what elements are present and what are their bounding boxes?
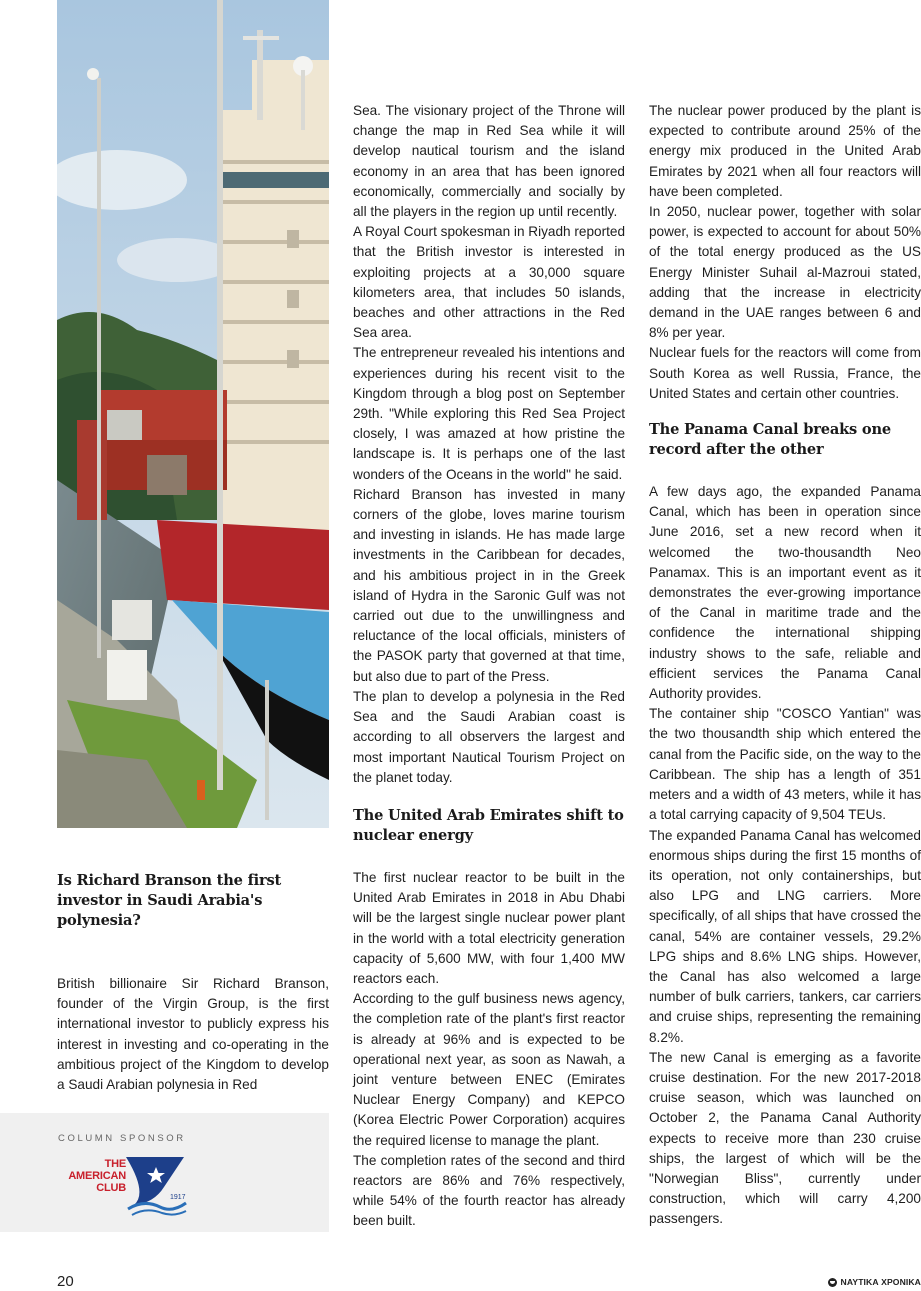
uae-nuclear-heading: The United Arab Emirates shift to nuclear energy	[353, 806, 624, 844]
paragraph: The plan to develop a polynesia in the Red Sea and the Saudi Arabian coast is according to all observers the largest and most important Nautical Tourism Project on the planet today.	[353, 688, 625, 785]
paragraph: The entrepreneur revealed his intentions and experiences during his recent visit to the Kingdom through a blog post on September 29th. "While exploring this Red Sea Project closely, I was amazed at how pristine the landscape is. It is perhaps one of the last wonders of the Oceans in the world" he said.	[353, 345, 625, 482]
ship-in-canal-photo	[57, 0, 329, 828]
paragraph: The container ship "COSCO Yantian" was the two thousandth ship which entered the canal from the Pacific side, on the way to the Caribbean. The ship has a length of 351 meters and a width of 43 meters, while it has a total carrying capacity of 9,504 TEUs.	[649, 706, 921, 823]
american-club-logo	[62, 1153, 192, 1219]
page-number: 20	[57, 1273, 74, 1290]
branson-heading: Is Richard Branson the first investor in Saudi Arabia's polynesia?	[57, 872, 282, 929]
american-club-flag-icon	[124, 1153, 190, 1219]
paragraph: The first nuclear reactor to be built in the United Arab Emirates in 2018 in Abu Dhabi will be the largest single nuclear power plant in the world with a total electricity generation capacity of 5,600 MW, with four 1,400 MW reactors each.	[353, 869, 625, 986]
brand-logo-icon	[828, 1278, 837, 1287]
left-column	[57, 974, 329, 1095]
right-column	[649, 101, 921, 1230]
paragraph: The nuclear power produced by the plant is expected to contribute around 25% of the energy mix produced in the United Arab Emirates by 2021 when all four reactors will have been completed.	[649, 103, 921, 199]
paragraph: A few days ago, the expanded Panama Canal, which has been in operation since June 2016, set a new record when it welcomed the two-thousandth Neo Panamax. This is an important event as it demonstrates the ever-growing importance of the Canal in maritime trade and the confidence the international shipping industry shows to the safe, reliable and efficient services the Panama Canal Authority provides.	[649, 484, 921, 702]
paragraph: In 2050, nuclear power, together with solar power, is expected to account for about 50% of the total energy produced as the US Energy Minister Suhail al-Mazroui stated, adding that the increase in electricity demand in the UAE ranges between 6 and 8% per year.	[649, 204, 921, 341]
logo-line: THE	[104, 1158, 126, 1170]
logo-line: AMERICAN	[68, 1170, 126, 1182]
middle-column	[353, 101, 625, 1232]
paragraph: Richard Branson has invested in many corners of the globe, loves marine tourism and investing in islands. He has made large investments in the Caribbean for decades, and his ambitious project in in the Greek island of Hydra in the Saronic Gulf was not carried out due to the unwillingness and reluctance of the local officials, ministers of the PASOK party that governed at that time, but also due to part of the Press.	[353, 486, 625, 684]
footer-brand	[828, 1277, 921, 1287]
paragraph: According to the gulf business news agency, the completion rate of the plant's first reactor is already at 96% and is expected to be operational next year, as soon as Nawah, a joint venture between ENEC (Emirates Nuclear Energy Company) and KEPCO (Korea Electric Power Corporation) acquires the required license to manage the plant.	[353, 991, 625, 1148]
brand-name: ΝΑΥΤΙΚΑ ΧΡΟΝΙΚΑ	[840, 1277, 921, 1287]
logo-year: 1917	[170, 1194, 186, 1201]
paragraph: The completion rates of the second and third reactors are 86% and 76% respectively, while 54% of the fourth reactor has already been built.	[353, 1152, 625, 1229]
paragraph: Nuclear fuels for the reactors will come from South Korea as well Russia, France, the United States and certain other countries.	[649, 345, 921, 401]
paragraph: British billionaire Sir Richard Branson, founder of the Virgin Group, is the first international investor to publicly express his interest in investing and co-operating in the ambitious project of the Kingdom to develop a Saudi Arabian polynesia in Red	[57, 976, 329, 1093]
column-sponsor-box	[0, 1113, 329, 1232]
paragraph: A Royal Court spokesman in Riyadh reported that the British investor is interested in exploiting projects at a 30,000 square kilometers area, that includes 50 islands, beaches and other attractions in the Red Sea area.	[353, 224, 626, 341]
paragraph: Sea. The visionary project of the Throne will change the map in Red Sea while it will develop nautical tourism and the island economy in an area that has been ignored economically, commercially and socially by all the players in the region up until recently.	[353, 103, 625, 220]
logo-line: CLUB	[96, 1182, 126, 1194]
logo-wordmark	[62, 1158, 126, 1194]
paragraph: The new Canal is emerging as a favorite cruise destination. For the new 2017-2018 cruise season, which was launched on October 2, the Panama Canal Authority expects to receive more than 230 cruise ships, the largest of which will be the "Norwegian Bliss", currently under construction, which will carry 4,200 passengers.	[649, 1049, 921, 1227]
paragraph: The expanded Panama Canal has welcomed enormous ships during the first 15 months of its operation, not only containerships, but also LPG and LNG carriers. More specifically, of all ships that have crossed the canal, 54% are container vessels, 29.2% LPG ships and 8.6% LNG ships. However, the Canal has also welcomed a large number of bulk carriers, tankers, car carriers and cruise ships, representing the remaining 8.2%.	[649, 827, 921, 1045]
sponsor-label: COLUMN SPONSOR	[58, 1133, 186, 1144]
panama-canal-heading: The Panama Canal breaks one record after the other	[649, 421, 891, 459]
